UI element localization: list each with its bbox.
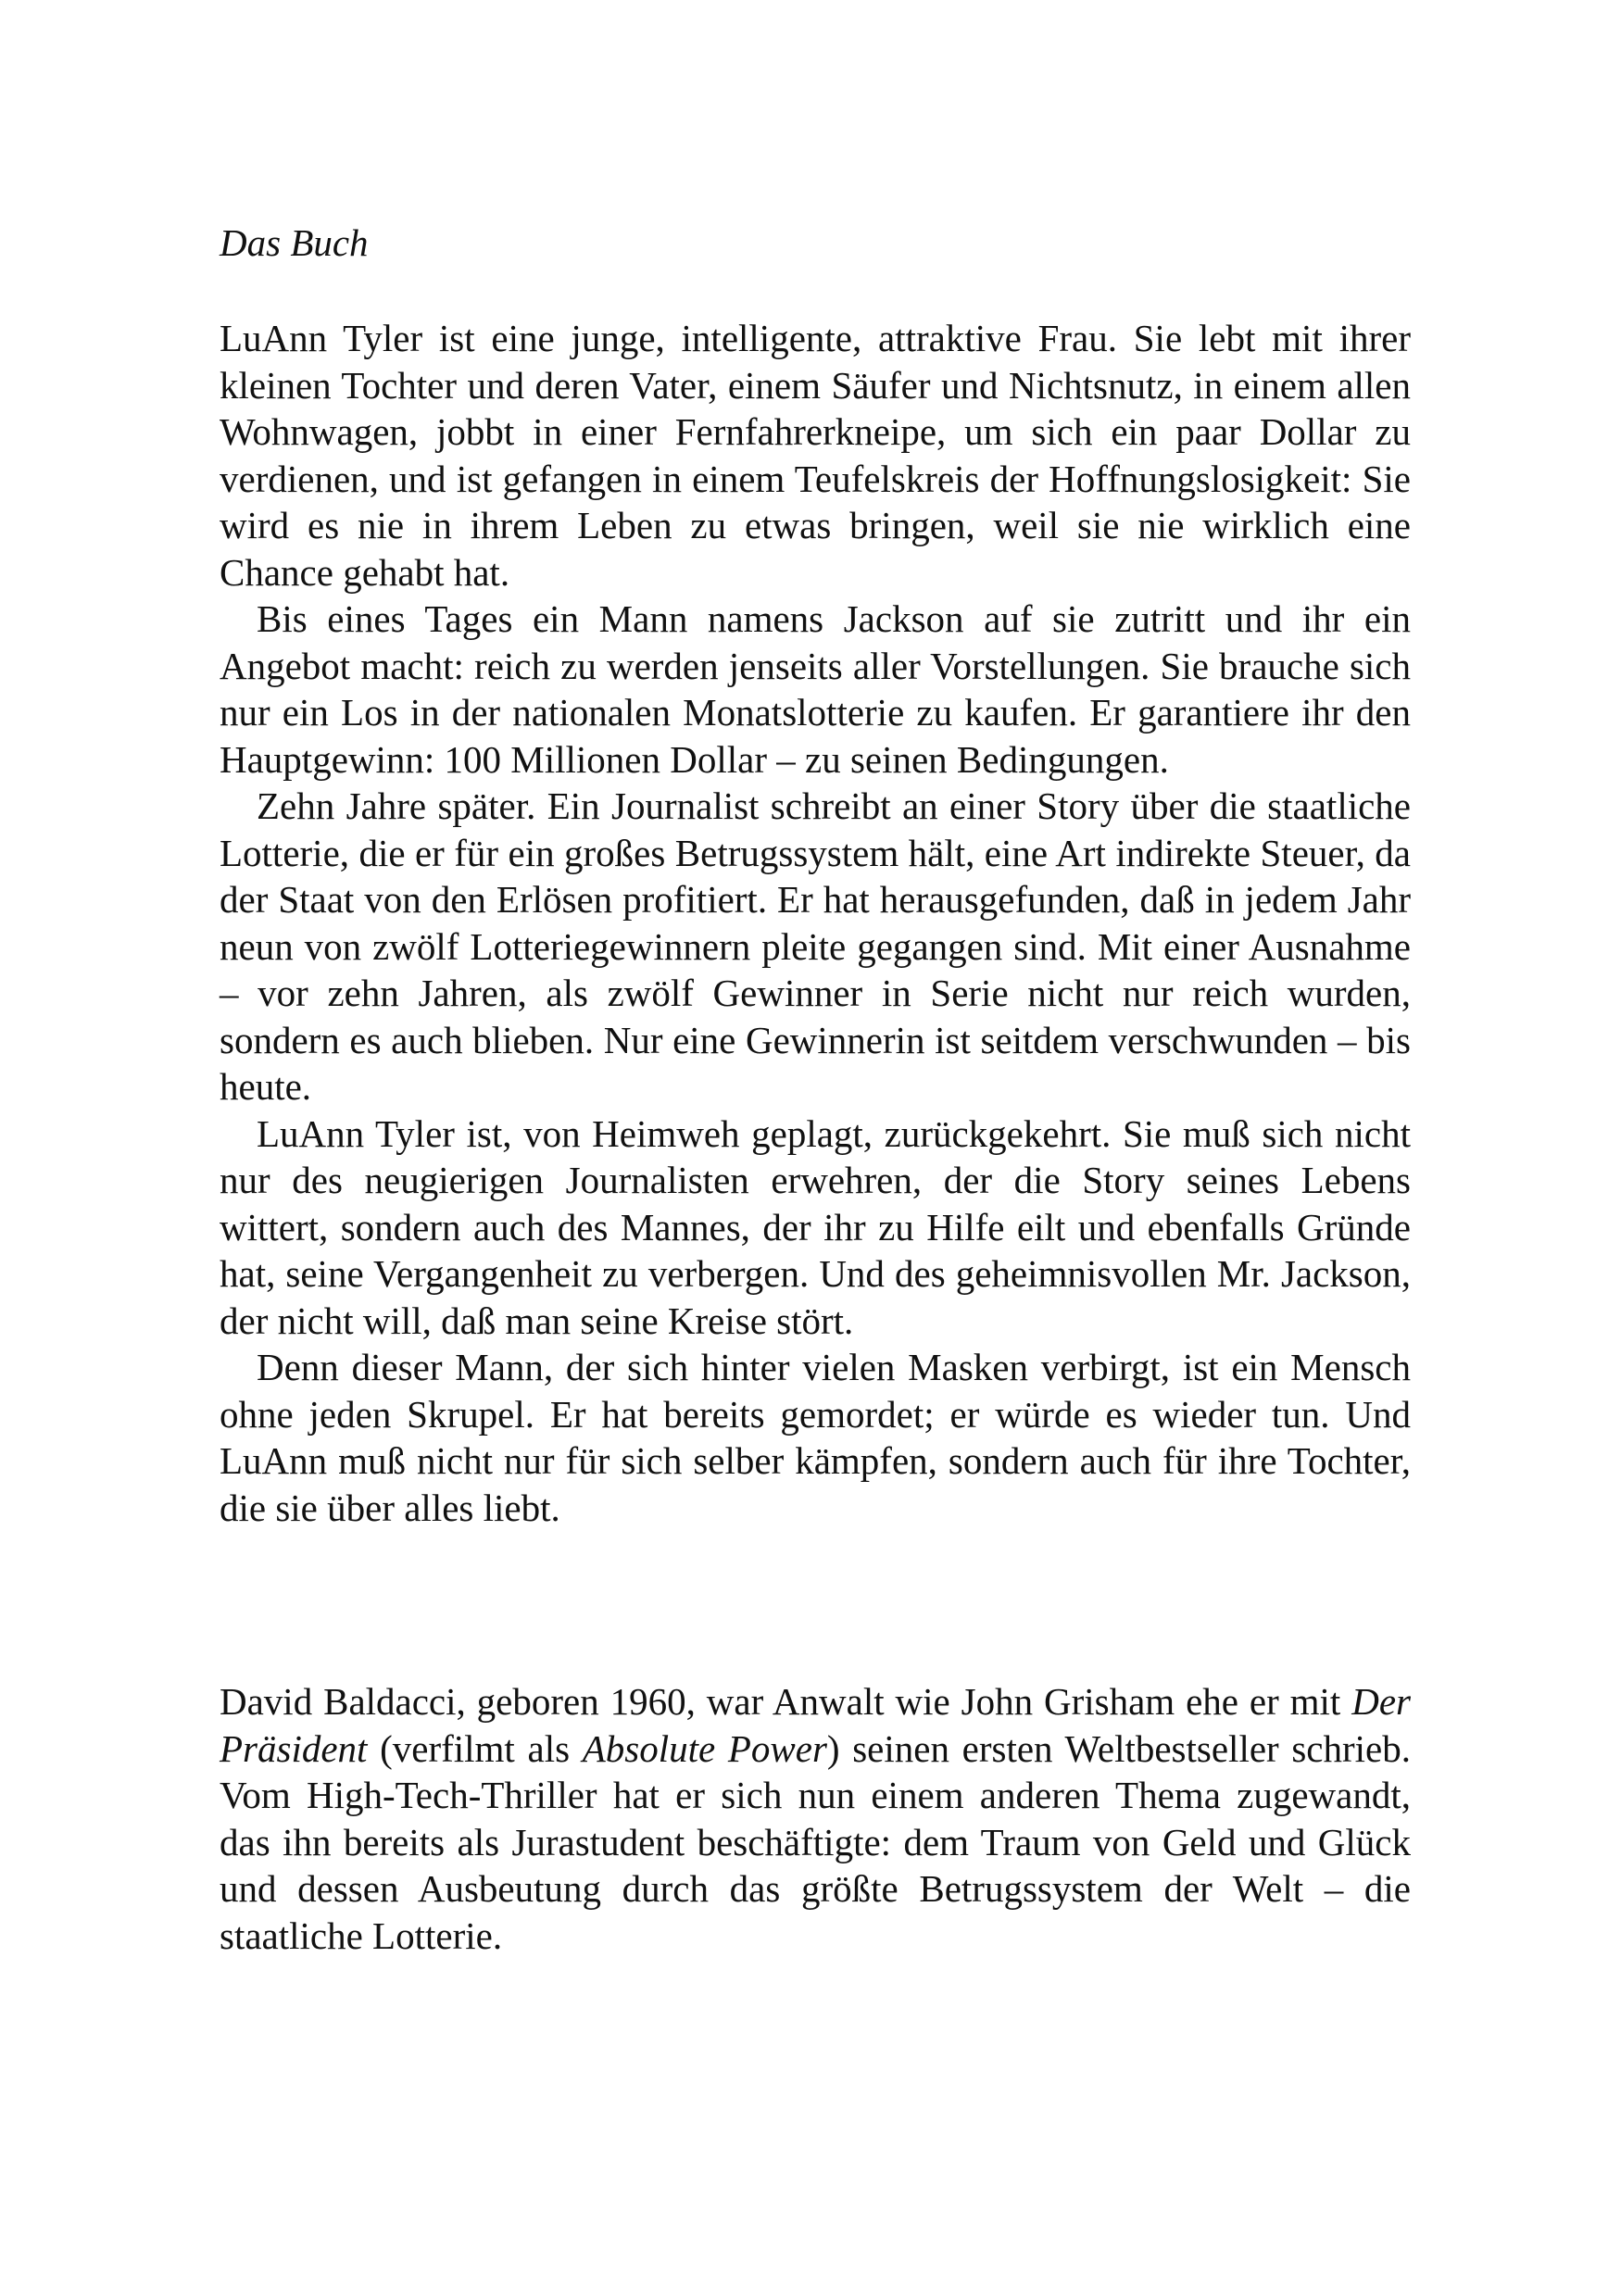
- book-paragraph-2: Bis eines Tages ein Mann namens Jackson auf sie zutritt und ihr ein Angebot macht: reich zu werden jenseits aller Vorstellungen. Sie brauche sich nur ein Los in der nationalen Monatslotterie zu kaufen. Er garantiere ihr den Hauptgewinn: 100 Millionen Dollar – zu seinen Bedingungen.: [220, 597, 1411, 781]
- author-text-3: ) seinen ersten Weltbestseller schrieb. Vom High-Tech-Thriller hat er sich nun einem anderen Thema zugewandt, das ihn bereits als Jurastudent beschäftigte: dem Traum von Geld und Glück und dessen Ausbeutung durch das größte Betrugssystem der Welt – die staatliche Lotterie.: [220, 1726, 1411, 1957]
- book-paragraph-4: LuAnn Tyler ist, von Heimweh geplagt, zurückgekehrt. Sie muß sich nicht nur des neugierigen Journalisten erwehren, der die Story seines Lebens wittert, sondern auch des Mannes, der ihr zu Hilfe eilt und ebenfalls Gründe hat, seine Vergangenheit zu verbergen. Und des geheimnisvollen Mr. Jackson, der nicht will, daß man seine Kreise stört.: [220, 1111, 1411, 1342]
- book-paragraph-3: Zehn Jahre später. Ein Journalist schreibt an einer Story über die staatliche Lotterie, die er für ein großes Betrugssystem hält, eine Art indirekte Steuer, da der Staat von den Erlösen profitiert. Er hat herausgefunden, daß in jedem Jahr neun von zwölf Lotteriegewinnern pleite gegangen sind. Mit einer Ausnahme – vor zehn Jahren, als zwölf Gewinner in Serie nicht nur reich wurden, sondern es auch blieben. Nur eine Gewinnerin ist seitdem verschwunden – bis heute.: [220, 784, 1411, 1108]
- book-paragraph-5: Denn dieser Mann, der sich hinter vielen Masken verbirgt, ist ein Mensch ohne jeden Skrupel. Er hat bereits gemordet; er würde es wieder tun. Und LuAnn muß nicht nur für sich selber kämpfen, sondern auch für ihre Tochter, die sie über alles liebt.: [220, 1346, 1411, 1529]
- author-text-1: David Baldacci, geboren 1960, war Anwalt wie John Grisham ehe er mit: [220, 1680, 1352, 1723]
- author-bio: [220, 1678, 1411, 1959]
- section-heading: Das Buch: [220, 221, 369, 264]
- author-text-2: (verfilmt als: [367, 1726, 583, 1770]
- book-paragraph-1: LuAnn Tyler ist eine junge, intelligente, attraktive Frau. Sie lebt mit ihrer kleinen Tochter und deren Vater, einem Säufer und Nichtsnutz, in einem allen Wohnwagen, jobbt in einer Fernfahrerkneipe, um sich ein paar Dollar zu verdienen, und ist gefangen in einem Teufelskreis der Hoffnungslosigkeit: Sie wird es nie in ihrem Leben zu etwas bringen, weil sie nie wirklich eine Chance gehabt hat.: [220, 317, 1411, 594]
- film-title-absolute-power: Absolute Power: [582, 1726, 827, 1770]
- book-description: [220, 315, 1411, 1531]
- book-title-der-praesident: Der Präsident: [220, 1680, 1411, 1770]
- author-paragraph: [220, 1678, 1411, 1959]
